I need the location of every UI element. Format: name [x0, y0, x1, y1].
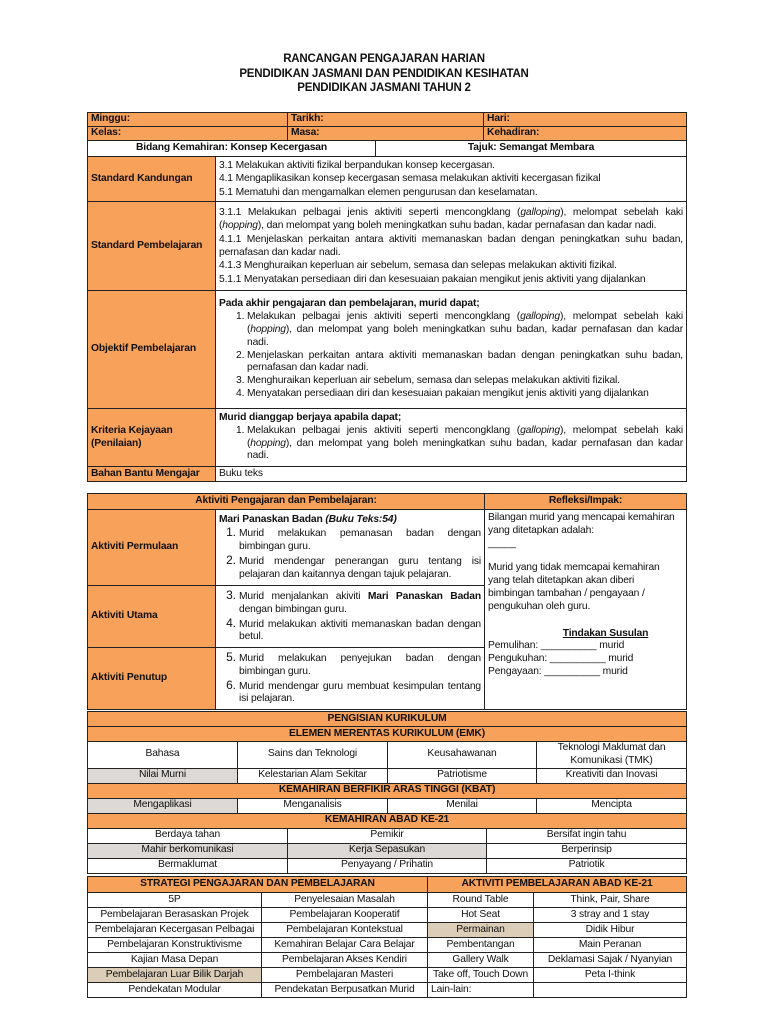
- permulaan-content: [216, 510, 485, 586]
- permulaan-item: 2. Murid mendengar penerangan guru tentang isi pelajaran dan kaitannya dengan tajuk pelajaran.: [239, 554, 481, 582]
- kbat-cell[interactable]: Mencipta: [537, 798, 687, 813]
- aktiviti-cell[interactable]: Deklamasi Sajak / Nyanyian: [534, 953, 687, 968]
- aktiviti-header: Aktiviti Pengajaran dan Pembelajaran:: [88, 494, 485, 510]
- objektif-item: 2. Menjelaskan perkaitan antara aktiviti memanaskan badan dengan peningkatkan suhu badan, pernafasan dan kadar nadi.: [247, 350, 683, 376]
- kelas-field[interactable]: Kelas:: [88, 127, 288, 141]
- refleksi-p1: Bilangan murid yang mencapai kemahiran yang ditetapkan adalah:: [488, 512, 675, 536]
- strategi-table: [87, 876, 687, 998]
- aktiviti-cell[interactable]: Gallery Walk: [428, 953, 534, 968]
- pengukuhan-field[interactable]: Pengukuhan: __________ murid: [488, 653, 634, 665]
- sp-line: 4.1.3 Menghuraikan keperluan air sebelum, semasa dan selepas melakukan aktiviti fizikal.: [219, 260, 617, 272]
- aktiviti-cell[interactable]: Take off, Touch Down: [428, 968, 534, 983]
- penutup-item: 6. Murid mendengar guru membuat kesimpulan tentang isi pelajaran.: [239, 679, 481, 707]
- penutup-content: [216, 648, 485, 710]
- refleksi-blank[interactable]: _____: [488, 537, 516, 549]
- header-title: RANCANGAN PENGAJARAN HARIAN: [283, 53, 485, 65]
- strategi-cell[interactable]: Pembelajaran Kontekstual: [262, 923, 428, 938]
- kehadiran-field[interactable]: Kehadiran:: [484, 127, 687, 141]
- strategi-cell[interactable]: 5P: [88, 893, 262, 908]
- emk-cell[interactable]: Kreativiti dan Inovasi: [537, 768, 687, 783]
- kbat-title: KEMAHIRAN BERFIKIR ARAS TINGGI (KBAT): [88, 783, 687, 798]
- lain-lain-cell[interactable]: Lain-lain:: [428, 983, 534, 998]
- objektif-item: 3. Menghuraikan keperluan air sebelum, semasa dan selepas melakukan aktiviti fizikal.: [247, 375, 683, 388]
- abad-cell[interactable]: Berdaya tahan: [88, 828, 288, 843]
- aktiviti-abad-title: AKTIVITI PEMBELAJARAN ABAD KE-21: [428, 877, 687, 893]
- minggu-field[interactable]: Minggu:: [88, 113, 288, 127]
- emk-cell[interactable]: Sains dan Teknologi: [238, 742, 388, 769]
- hari-field[interactable]: Hari:: [484, 113, 687, 127]
- utama-item: 4. Murid melakukan aktiviti memanaskan badan dengan betul.: [239, 617, 481, 645]
- permulaan-item: 1. Murid melakukan pemanasan badan dengan bimbingan guru.: [239, 526, 481, 554]
- abad-cell-selected[interactable]: Kerja Sepasukan: [288, 843, 487, 858]
- sp-line: 5.1.1 Menyatakan persediaan diri dan kesesuaian pakaian mengikut jenis aktiviti yang dijalankan: [219, 273, 646, 285]
- refleksi-content: [485, 510, 687, 710]
- document-header: [0, 52, 768, 96]
- strategi-cell-selected[interactable]: Pembelajaran Luar Bilik Darjah: [88, 968, 262, 983]
- objektif-content: [216, 291, 687, 409]
- pengisian-kurikulum-title: PENGISIAN KURIKULUM: [88, 712, 687, 727]
- bahan-label: Bahan Bantu Mengajar: [88, 467, 216, 482]
- lesson-plan-table: [87, 112, 687, 482]
- emk-cell[interactable]: Keusahawanan: [388, 742, 537, 769]
- kriteria-intro: Murid dianggap berjaya apabila dapat;: [219, 411, 402, 423]
- kriteria-content: [216, 409, 687, 467]
- sp-line: 3.1.1 Melakukan pelbagai jenis aktiviti seperti mencongklang (galloping), melompat sebelah kaki (hopping), dan melompat yang boleh meningkatkan suhu badan, kadar pernafasan dan kadar nadi.: [219, 207, 684, 232]
- lain-lain-value[interactable]: [534, 983, 687, 998]
- emk-cell[interactable]: Kelestarian Alam Sekitar: [238, 768, 388, 783]
- aktiviti-cell[interactable]: Peta I-think: [534, 968, 687, 983]
- aktiviti-cell[interactable]: Round Table: [428, 893, 534, 908]
- strategi-cell[interactable]: Pembelajaran Akses Kendiri: [262, 953, 428, 968]
- refleksi-p2: Murid yang tidak memcapai kemahiran yang telah ditetapkan akan diberi bimbingan tambahan / pengayaan / pengukuhan oleh guru.: [488, 562, 660, 612]
- aktiviti-cell[interactable]: Hot Seat: [428, 908, 534, 923]
- standard-pembelajaran-content: [216, 202, 687, 291]
- bidang-kemahiran: Bidang Kemahiran: Konsep Kecergasan: [88, 141, 376, 157]
- aktiviti-cell[interactable]: Didik Hibur: [534, 923, 687, 938]
- utama-content: [216, 586, 485, 648]
- strategi-cell[interactable]: Penyelesaian Masalah: [262, 893, 428, 908]
- aktiviti-cell[interactable]: Main Peranan: [534, 938, 687, 953]
- emk-cell-selected[interactable]: Nilai Murni: [88, 768, 238, 783]
- strategi-cell[interactable]: Pembelajaran Kecergasan Pelbagai: [88, 923, 262, 938]
- sk-line: 3.1 Melakukan aktiviti fizikal berpandukan konsep kecergasan.: [219, 160, 495, 172]
- tarikh-field[interactable]: Tarikh:: [288, 113, 484, 127]
- emk-cell[interactable]: Bahasa: [88, 742, 238, 769]
- objektif-label: Objektif Pembelajaran: [88, 291, 216, 409]
- strategi-title: STRATEGI PENGAJARAN DAN PEMBELAJARAN: [88, 877, 428, 893]
- strategi-cell[interactable]: Pendekatan Modular: [88, 983, 262, 998]
- objektif-intro: Pada akhir pengajaran dan pembelajaran, murid dapat;: [219, 298, 480, 310]
- tajuk: Tajuk: Semangat Membara: [376, 141, 687, 157]
- abad-cell[interactable]: Bersifat ingin tahu: [487, 828, 687, 843]
- header-subject: PENDIDIKAN JASMANI DAN PENDIDIKAN KESIHATAN: [239, 67, 529, 80]
- aktiviti-cell[interactable]: 3 stray and 1 stay: [534, 908, 687, 923]
- aktiviti-cell-selected[interactable]: Permainan: [428, 923, 534, 938]
- aktiviti-cell[interactable]: Think, Pair, Share: [534, 893, 687, 908]
- permulaan-label: Aktiviti Permulaan: [88, 510, 216, 586]
- objektif-item: 4. Menyatakan persediaan diri dan kesesuaian pakaian mengikut jenis aktiviti yang dijalankan: [247, 388, 683, 401]
- kbat-cell[interactable]: Menganalisis: [238, 798, 388, 813]
- utama-label: Aktiviti Utama: [88, 586, 216, 648]
- utama-item: 3. Murid menjalankan akiviti Mari Panaskan Badan dengan bimbingan guru.: [239, 589, 481, 617]
- emk-cell[interactable]: Teknologi Maklumat dan Komunikasi (TMK): [537, 742, 687, 769]
- kurikulum-table: [87, 711, 687, 874]
- kbat-cell[interactable]: Menilai: [388, 798, 537, 813]
- abad-title: KEMAHIRAN ABAD KE-21: [88, 813, 687, 828]
- strategi-cell[interactable]: Pendekatan Berpusatkan Murid: [262, 983, 428, 998]
- refleksi-header: Refleksi/Impak:: [485, 494, 687, 510]
- sk-line: 4.1 Mengaplikasikan konsep kecergasan semasa melakukan aktiviti kecergasan fizikal: [219, 173, 601, 185]
- standard-pembelajaran-label: Standard Pembelajaran: [88, 202, 216, 291]
- standard-kandungan-content: [216, 157, 687, 202]
- tindakan-susulan: Tindakan Susulan: [562, 627, 649, 639]
- strategi-cell[interactable]: Pembelajaran Konstruktivisme: [88, 938, 262, 953]
- abad-cell[interactable]: Berperinsip: [487, 843, 687, 858]
- pengayaan-field[interactable]: Pengayaan: __________ murid: [488, 665, 628, 677]
- standard-kandungan-label: Standard Kandungan: [88, 157, 216, 202]
- emk-title: ELEMEN MERENTAS KURIKULUM (EMK): [88, 727, 687, 742]
- strategi-cell[interactable]: Pembelajaran Masteri: [262, 968, 428, 983]
- strategi-cell[interactable]: Kemahiran Belajar Cara Belajar: [262, 938, 428, 953]
- abad-cell[interactable]: Penyayang / Prihatin: [288, 858, 487, 873]
- objektif-item: 1. Melakukan pelbagai jenis aktiviti seperti mencongklang (galloping), melompat sebelah kaki (hopping), dan melompat yang boleh meningkatkan suhu badan, kadar pernafasan dan kadar nadi.: [247, 311, 683, 349]
- abad-cell[interactable]: Patriotik: [487, 858, 687, 873]
- strategi-cell[interactable]: Pembelajaran Kooperatif: [262, 908, 428, 923]
- abad-cell-selected[interactable]: Mahir berkomunikasi: [88, 843, 288, 858]
- kbat-cell-selected[interactable]: Mengaplikasi: [88, 798, 238, 813]
- bahan-value: Buku teks: [216, 467, 687, 482]
- abad-cell[interactable]: Pemikir: [288, 828, 487, 843]
- penutup-label: Aktiviti Penutup: [88, 648, 216, 710]
- strategi-cell[interactable]: Kajian Masa Depan: [88, 953, 262, 968]
- header-year: PENDIDIKAN JASMANI TAHUN 2: [297, 82, 471, 94]
- penutup-item: 5. Murid melakukan penyejukan badan dengan bimbingan guru.: [239, 651, 481, 679]
- emk-cell[interactable]: Patriotisme: [388, 768, 537, 783]
- masa-field[interactable]: Masa:: [288, 127, 484, 141]
- aktiviti-cell[interactable]: Pembentangan: [428, 938, 534, 953]
- sk-line: 5.1 Mematuhi dan mengamalkan elemen pengurusan dan keselamatan.: [219, 186, 538, 198]
- permulaan-title: Mari Panaskan Badan (Buku Teks:54): [219, 513, 397, 525]
- pemulihan-field[interactable]: Pemulihan: __________ murid: [488, 640, 625, 652]
- kriteria-label: Kriteria Kejayaan (Penilaian): [88, 409, 216, 467]
- abad-cell[interactable]: Bermaklumat: [88, 858, 288, 873]
- strategi-cell[interactable]: Pembelajaran Berasaskan Projek: [88, 908, 262, 923]
- kriteria-item: 1. Melakukan pelbagai jenis aktiviti seperti mencongklang (galloping), melompat sebelah kaki (hopping), dan melompat yang boleh meningkatkan suhu badan, kadar pernafasan dan kadar nadi.: [247, 425, 683, 463]
- activity-table: [87, 493, 687, 710]
- sp-line: 4.1.1 Menjelaskan perkaitan antara aktiviti memanaskan badan dengan peningkatkan suhu badan, pernafasan dan kadar nadi.: [219, 233, 684, 258]
